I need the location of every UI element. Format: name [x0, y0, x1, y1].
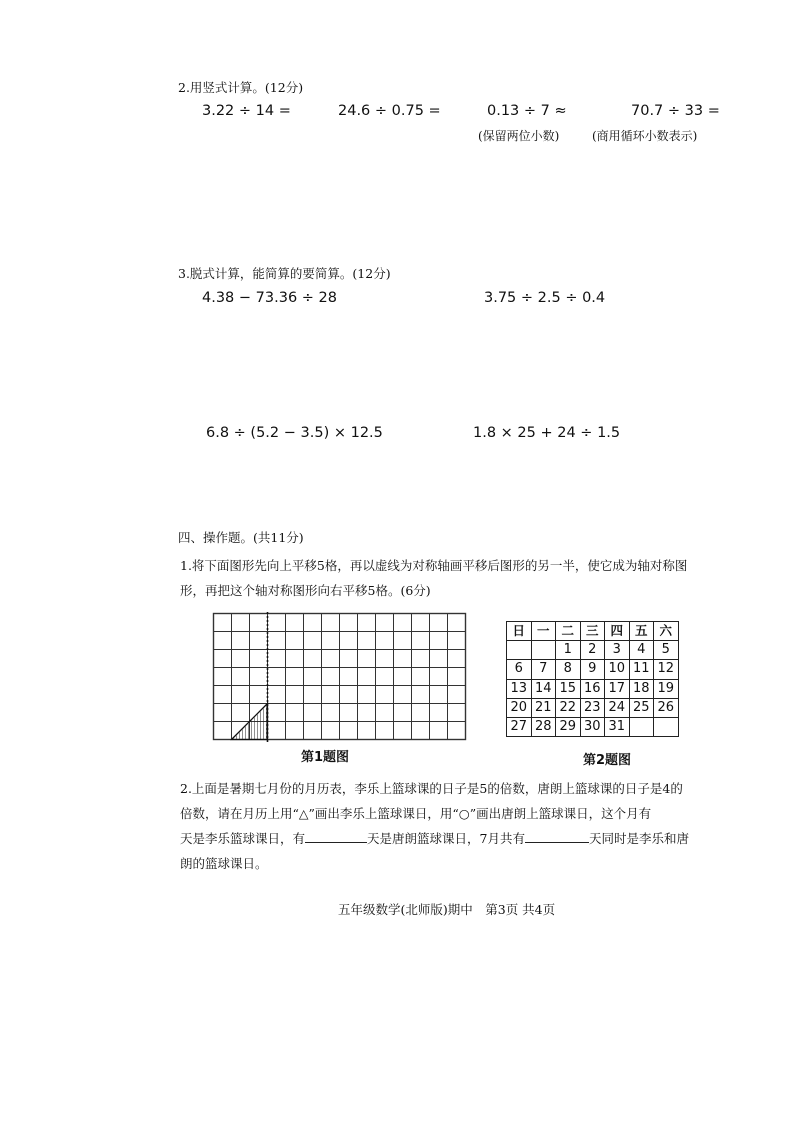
question-4-1-line-1: 1.将下面图形先向上平移5格，再以虚线为对称轴画平移后图形的另一半，使它成为轴对称图	[180, 558, 688, 573]
calendar-weekday-row	[507, 622, 679, 641]
problem-2-4-note: (商用循环小数表示)	[592, 129, 698, 143]
date-cell: 16	[580, 679, 605, 698]
date-cell: 5	[654, 641, 679, 660]
date-cell: 4	[629, 641, 654, 660]
problem-2-2: 24.6 ÷ 0.75 =	[338, 103, 441, 119]
problem-3-3: 6.8 ÷ (5.2 − 3.5) × 12.5	[206, 425, 383, 441]
date-cell: 1	[556, 641, 581, 660]
date-cell: 9	[580, 660, 605, 679]
date-cell: 18	[629, 679, 654, 698]
weekday-cell: 二	[556, 622, 581, 641]
date-cell: 12	[654, 660, 679, 679]
calendar-week-row	[507, 679, 679, 698]
figure-1-grid	[212, 612, 468, 744]
date-cell: 31	[605, 717, 630, 736]
answer-blank-1[interactable]	[305, 829, 367, 843]
part-4-heading: 四、操作题。(共11分)	[178, 530, 304, 545]
problem-3-1: 4.38 − 73.36 ÷ 28	[202, 290, 337, 306]
date-cell: 24	[605, 698, 630, 717]
date-cell: 26	[654, 698, 679, 717]
calendar-week-row	[507, 698, 679, 717]
section-2-heading: 2.用竖式计算。(12分)	[178, 80, 304, 95]
question-4-1-line-2: 形，再把这个轴对称图形向右平移5格。(6分)	[180, 583, 431, 598]
date-cell: 21	[531, 698, 556, 717]
page-footer: 五年级数学(北师版)期中 第3页 共4页	[338, 902, 556, 917]
date-cell: 22	[556, 698, 581, 717]
date-cell: 20	[507, 698, 532, 717]
date-cell: 11	[629, 660, 654, 679]
section-3-heading: 3.脱式计算，能简算的要简算。(12分)	[178, 266, 391, 281]
date-cell	[507, 641, 532, 660]
line-3-part-a: 天是李乐篮球课日，有	[180, 831, 306, 846]
problem-2-4: 70.7 ÷ 33 =	[631, 103, 720, 119]
date-cell: 19	[654, 679, 679, 698]
figure-1-caption: 第1题图	[301, 750, 350, 765]
question-4-2-line-3	[180, 826, 689, 851]
date-cell: 17	[605, 679, 630, 698]
date-cell: 13	[507, 679, 532, 698]
date-cell: 8	[556, 660, 581, 679]
problem-3-2: 3.75 ÷ 2.5 ÷ 0.4	[484, 290, 606, 306]
weekday-cell: 一	[531, 622, 556, 641]
date-cell: 7	[531, 660, 556, 679]
date-cell: 25	[629, 698, 654, 717]
date-cell: 15	[556, 679, 581, 698]
problem-2-3: 0.13 ÷ 7 ≈	[487, 103, 567, 119]
date-cell: 23	[580, 698, 605, 717]
problem-2-1: 3.22 ÷ 14 =	[202, 103, 291, 119]
date-cell	[654, 717, 679, 736]
date-cell: 6	[507, 660, 532, 679]
question-4-2-line-2: 倍数，请在月历上用“△”画出李乐上篮球课日，用“○”画出唐朗上篮球课日，这个月有	[180, 806, 652, 821]
date-cell	[531, 641, 556, 660]
calendar-week-row	[507, 641, 679, 660]
problem-2-3-note: (保留两位小数)	[478, 129, 560, 143]
july-calendar	[506, 621, 679, 737]
date-cell: 27	[507, 717, 532, 736]
answer-blank-2[interactable]	[525, 829, 589, 843]
weekday-cell: 四	[605, 622, 630, 641]
weekday-cell: 三	[580, 622, 605, 641]
weekday-cell: 六	[654, 622, 679, 641]
question-4-2-line-1: 2.上面是暑期七月份的月历表，李乐上篮球课的日子是5的倍数，唐朗上篮球课的日子是4的	[180, 781, 683, 796]
calendar-week-row	[507, 660, 679, 679]
date-cell: 3	[605, 641, 630, 660]
date-cell: 28	[531, 717, 556, 736]
date-cell: 2	[580, 641, 605, 660]
date-cell: 29	[556, 717, 581, 736]
line-3-part-c: 天同时是李乐和唐	[588, 831, 689, 846]
calendar-week-row	[507, 717, 679, 736]
figure-2-caption: 第2题图	[583, 753, 632, 768]
date-cell: 30	[580, 717, 605, 736]
weekday-cell: 五	[629, 622, 654, 641]
weekday-cell: 日	[507, 622, 532, 641]
problem-3-4: 1.8 × 25 + 24 ÷ 1.5	[473, 425, 621, 441]
date-cell: 14	[531, 679, 556, 698]
date-cell: 10	[605, 660, 630, 679]
line-3-part-b: 天是唐朗篮球课日，7月共有	[367, 831, 525, 846]
question-4-2-line-4: 朗的篮球课日。	[180, 856, 268, 871]
date-cell	[629, 717, 654, 736]
